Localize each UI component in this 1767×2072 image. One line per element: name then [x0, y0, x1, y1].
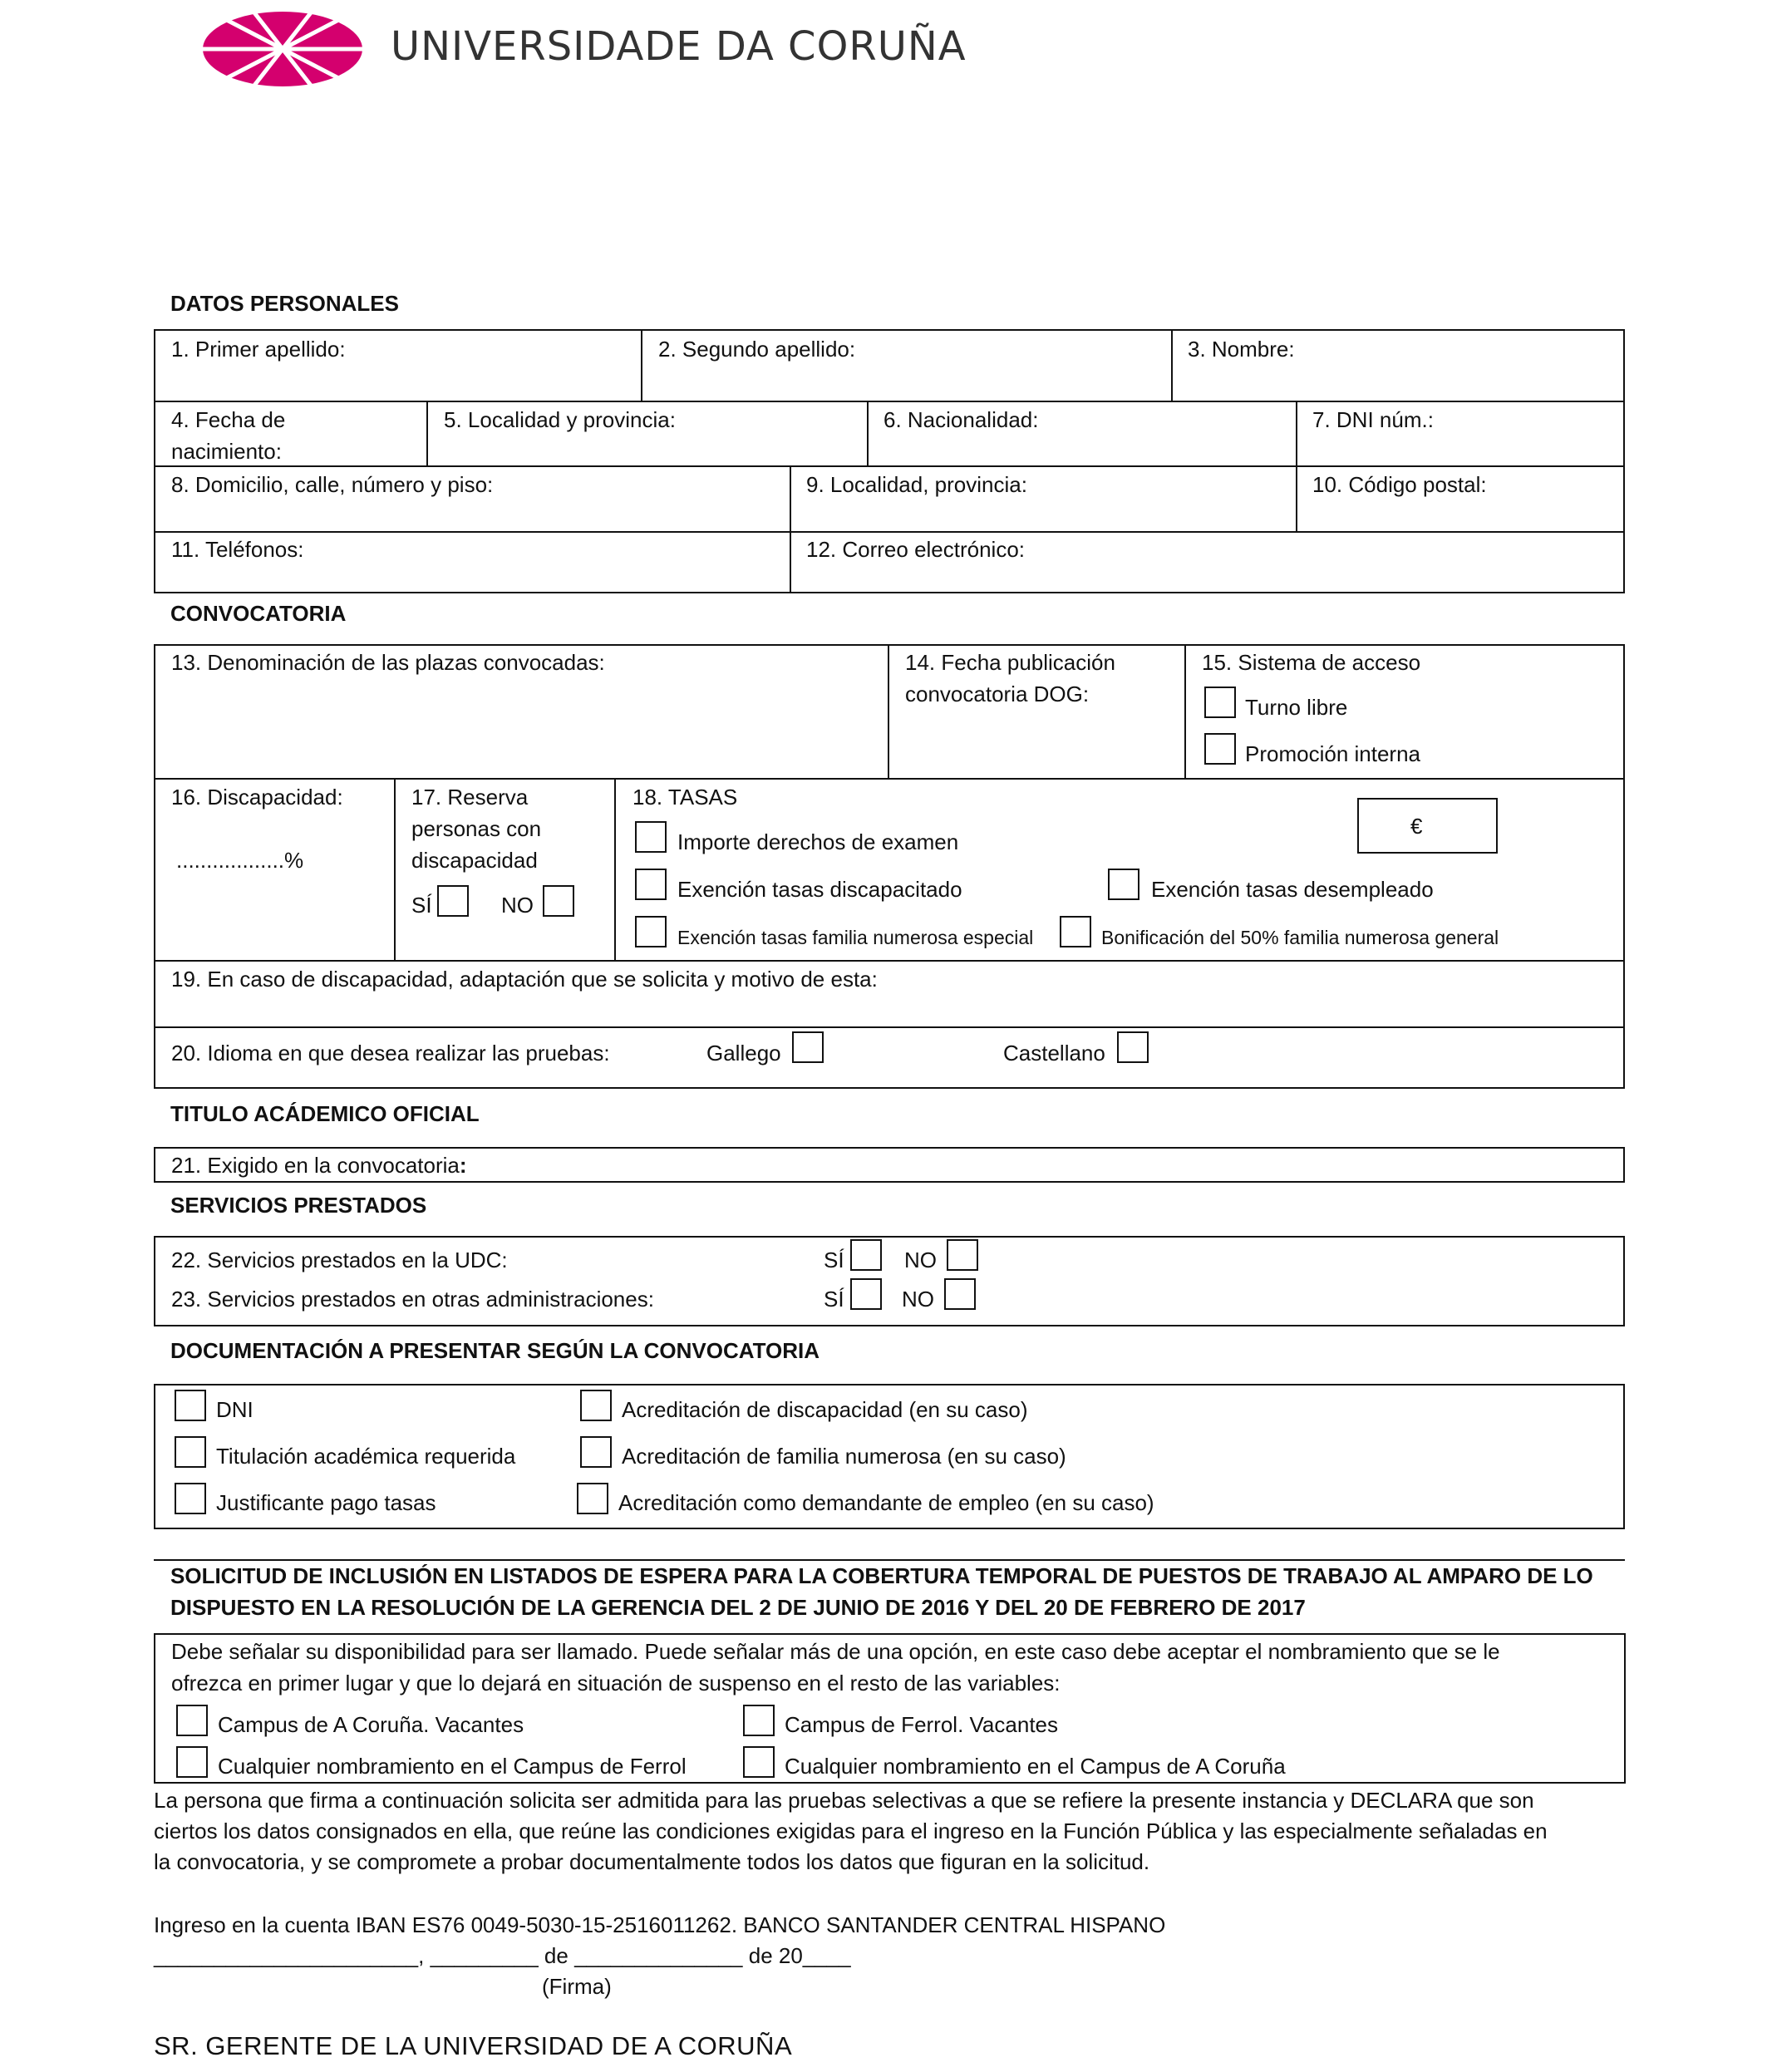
checkbox-servicios-udc-no[interactable]: [947, 1239, 978, 1271]
label-servicios-otras-si: SÍ: [824, 1287, 844, 1312]
label-cualquier-coruna: Cualquier nombramiento en el Campus de A Coruña: [785, 1754, 1286, 1779]
iban-text: Ingreso en la cuenta IBAN ES76 0049-5030-15-2516011262. BANCO SANTANDER CENTRAL HISPANO: [154, 1912, 1166, 1937]
label-servicios-udc-no: NO: [904, 1248, 937, 1272]
field-domicilio[interactable]: 8. Domicilio, calle, número y piso:: [171, 472, 494, 497]
section-solicitud-title-2: DISPUESTO EN LA RESOLUCIÓN DE LA GERENCIA DEL 2 DE JUNIO DE 2016 Y DEL 20 DE FEBRERO DE 2017: [170, 1595, 1306, 1620]
label-servicios-udc-si: SÍ: [824, 1248, 844, 1272]
field-servicios-otras: 23. Servicios prestados en otras administraciones:: [171, 1287, 654, 1312]
field-tasas: 18. TASAS: [632, 785, 738, 810]
label-exencion-desempleado: Exención tasas desempleado: [1151, 877, 1434, 902]
divider: [888, 644, 889, 778]
field-segundo-apellido[interactable]: 2. Segundo apellido:: [658, 337, 856, 362]
label-doc-familia-numerosa: Acreditación de familia numerosa (en su caso): [622, 1444, 1066, 1469]
field-reserva-1: 17. Reserva: [411, 785, 529, 810]
field-fecha-nacimiento-2: nacimiento:: [171, 439, 282, 464]
declaration-line-3: la convocatoria, y se compromete a probar documentalmente todos los datos que figuran en la solicitud.: [154, 1849, 1150, 1874]
label-doc-titulacion: Titulación académica requerida: [216, 1444, 516, 1469]
checkbox-gallego[interactable]: [792, 1031, 824, 1063]
label-importe-examen: Importe derechos de examen: [677, 829, 959, 854]
label-reserva-si: SÍ: [411, 893, 432, 918]
date-signature-line[interactable]: ______________________, _________ de ______________ de 20____: [154, 1943, 851, 1968]
field-localidad-provincia[interactable]: 5. Localidad y provincia:: [444, 407, 676, 432]
checkbox-doc-familia-numerosa[interactable]: [580, 1436, 612, 1468]
divider: [154, 465, 1625, 467]
label-campus-ferrol-vacantes: Campus de Ferrol. Vacantes: [785, 1712, 1058, 1737]
divider: [1296, 401, 1297, 531]
checkbox-importe-examen[interactable]: [635, 821, 667, 853]
divider: [1171, 329, 1173, 401]
label-doc-demandante-empleo: Acreditación como demandante de empleo (en su caso): [618, 1490, 1154, 1515]
checkbox-exencion-discapacitado[interactable]: [635, 869, 667, 900]
checkbox-turno-libre[interactable]: [1204, 687, 1236, 718]
label-doc-discapacidad: Acreditación de discapacidad (en su caso): [622, 1397, 1028, 1422]
field-fecha-nacimiento[interactable]: 4. Fecha de: [171, 407, 286, 432]
checkbox-exencion-desempleado[interactable]: [1108, 869, 1139, 900]
label-campus-coruna-vacantes: Campus de A Coruña. Vacantes: [218, 1712, 524, 1737]
field-nacionalidad[interactable]: 6. Nacionalidad:: [884, 407, 1039, 432]
field-reserva-3: discapacidad: [411, 848, 538, 873]
section-titulo-title: TITULO ACÁDEMICO OFICIAL: [170, 1101, 480, 1126]
checkbox-servicios-otras-no[interactable]: [944, 1278, 976, 1310]
checkbox-castellano[interactable]: [1117, 1031, 1149, 1063]
label-gallego: Gallego: [706, 1041, 781, 1066]
importe-field[interactable]: [1357, 798, 1498, 854]
divider: [641, 329, 642, 401]
divider: [154, 1026, 1625, 1028]
section-solicitud-title-1: SOLICITUD DE INCLUSIÓN EN LISTADOS DE ESPERA PARA LA COBERTURA TEMPORAL DE PUESTOS DE TRABAJO AL AMPARO DE LO: [170, 1563, 1593, 1588]
checkbox-servicios-otras-si[interactable]: [850, 1278, 882, 1310]
checkbox-doc-titulacion[interactable]: [175, 1436, 206, 1468]
field-reserva-2: personas con: [411, 816, 542, 841]
section-documentacion-title: DOCUMENTACIÓN A PRESENTAR SEGÚN LA CONVOCATORIA: [170, 1338, 820, 1363]
declaration-line-1: La persona que firma a continuación solicita ser admitida para las pruebas selectivas a que se refiere la presente instancia y DECLARA que son: [154, 1788, 1534, 1813]
waitlist-intro-1: Debe señalar su disponibilidad para ser llamado. Puede señalar más de una opción, en este caso debe aceptar el nombramiento que se le: [171, 1639, 1500, 1664]
divider: [154, 401, 1625, 402]
field-discapacidad: 16. Discapacidad:: [171, 785, 343, 810]
field-fecha-publicacion-2: convocatoria DOG:: [905, 682, 1090, 706]
checkbox-doc-discapacidad[interactable]: [580, 1390, 612, 1421]
label-reserva-no: NO: [501, 893, 534, 918]
checkbox-familia-numerosa-especial[interactable]: [635, 916, 667, 947]
checkbox-campus-coruna-vacantes[interactable]: [176, 1705, 208, 1736]
field-correo[interactable]: 12. Correo electrónico:: [806, 537, 1026, 562]
field-fecha-publicacion[interactable]: 14. Fecha publicación: [905, 650, 1115, 675]
label-bonificacion-familia-general: Bonificación del 50% familia numerosa general: [1101, 927, 1499, 948]
field-codigo-postal[interactable]: 10. Código postal:: [1312, 472, 1487, 497]
divider: [426, 401, 428, 465]
divider: [154, 778, 1625, 780]
checkbox-doc-dni[interactable]: [175, 1390, 206, 1421]
section-servicios-title: SERVICIOS PRESTADOS: [170, 1193, 427, 1218]
field-titulo-exigido-label: 21. Exigido en la convocatoria: [171, 1153, 460, 1178]
divider: [154, 960, 1625, 962]
label-turno-libre: Turno libre: [1245, 695, 1348, 720]
firma-label: (Firma): [542, 1974, 612, 1999]
checkbox-reserva-no[interactable]: [543, 885, 574, 917]
divider: [614, 778, 616, 960]
checkbox-campus-ferrol-vacantes[interactable]: [743, 1705, 775, 1736]
section-convocatoria-title: CONVOCATORIA: [170, 601, 347, 626]
euro-symbol: €: [1410, 814, 1423, 839]
divider: [1184, 644, 1186, 778]
label-servicios-otras-no: NO: [902, 1287, 934, 1312]
checkbox-bonificacion-familia-general[interactable]: [1060, 916, 1091, 947]
divider: [154, 1559, 1625, 1561]
field-localidad-domicilio[interactable]: 9. Localidad, provincia:: [806, 472, 1027, 497]
checkbox-servicios-udc-si[interactable]: [850, 1239, 882, 1271]
checkbox-doc-demandante-empleo[interactable]: [577, 1483, 608, 1514]
university-name: UNIVERSIDADE DA CORUÑA: [391, 23, 967, 70]
declaration-text: [154, 1785, 1617, 1878]
field-telefonos[interactable]: 11. Teléfonos:: [171, 537, 304, 562]
declaration-line-2: ciertos los datos consignados en ella, que reúne las condiciones exigidas para el ingreso en la Función Pública y las especialmente señaladas en: [154, 1819, 1548, 1843]
field-titulo-exigido-colon: :: [459, 1153, 467, 1178]
checkbox-reserva-si[interactable]: [437, 885, 469, 917]
label-exencion-discapacitado: Exención tasas discapacitado: [677, 877, 962, 902]
section-personal-title: DATOS PERSONALES: [170, 291, 399, 316]
divider: [394, 778, 396, 960]
checkbox-cualquier-coruna[interactable]: [743, 1746, 775, 1778]
divider: [867, 401, 869, 465]
label-familia-numerosa-especial: Exención tasas familia numerosa especial: [677, 927, 1034, 948]
field-discapacidad-porcentaje[interactable]: ..................%: [176, 848, 304, 873]
udc-logo: [199, 10, 366, 89]
checkbox-cualquier-ferrol[interactable]: [176, 1746, 208, 1778]
checkbox-promocion-interna[interactable]: [1204, 733, 1236, 765]
addressee: SR. GERENTE DE LA UNIVERSIDAD DE A CORUÑA: [154, 2031, 793, 2060]
field-sistema-acceso: 15. Sistema de acceso: [1202, 650, 1421, 675]
divider: [790, 465, 791, 593]
label-doc-dni: DNI: [216, 1397, 253, 1422]
waitlist-intro-2: ofrezca en primer lugar y que lo dejará en situación de suspenso en el resto de las variables:: [171, 1671, 1061, 1695]
field-adaptacion[interactable]: 19. En caso de discapacidad, adaptación que se solicita y motivo de esta:: [171, 967, 878, 992]
field-servicios-udc: 22. Servicios prestados en la UDC:: [171, 1248, 508, 1272]
label-cualquier-ferrol: Cualquier nombramiento en el Campus de Ferrol: [218, 1754, 687, 1779]
label-castellano: Castellano: [1003, 1041, 1105, 1066]
field-dni[interactable]: 7. DNI núm.:: [1312, 407, 1434, 432]
convocatoria-table: [154, 644, 1625, 1089]
field-titulo-exigido[interactable]: [171, 1149, 467, 1181]
field-nombre[interactable]: 3. Nombre:: [1188, 337, 1295, 362]
field-primer-apellido[interactable]: 1. Primer apellido:: [171, 337, 346, 362]
label-doc-justificante: Justificante pago tasas: [216, 1490, 436, 1515]
divider: [154, 531, 1625, 533]
field-idioma: 20. Idioma en que desea realizar las pruebas:: [171, 1041, 610, 1066]
checkbox-doc-justificante[interactable]: [175, 1483, 206, 1514]
field-denominacion-plazas[interactable]: 13. Denominación de las plazas convocadas:: [171, 650, 605, 675]
label-promocion-interna: Promoción interna: [1245, 741, 1420, 766]
